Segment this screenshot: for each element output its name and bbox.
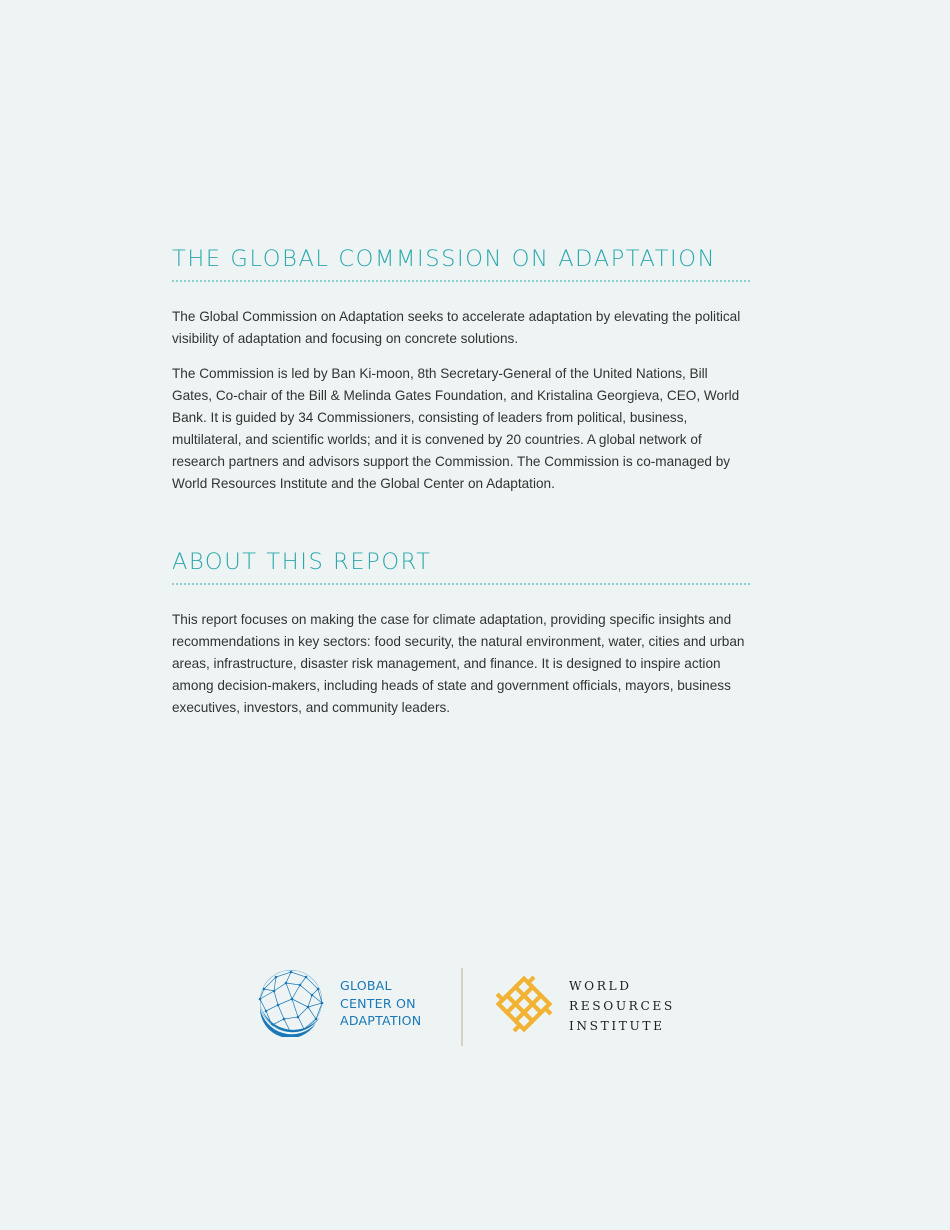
gca-logo-text — [340, 977, 421, 1030]
wri-logo-line: INSTITUTE — [569, 1019, 665, 1033]
gca-logo-line: ADAPTATION — [340, 1013, 422, 1028]
paragraph: This report focuses on making the case for climate adaptation, providing specific insights and recommendations in key sectors: food security, the natural environment, water, cities and urban areas, infrastructure, disaster risk management, and finance. It is designed to inspire action among decision-makers, including heads of state and government officials, mayors, business executives, investors, and community leaders. — [172, 612, 745, 715]
section-global-commission — [172, 246, 750, 495]
section-about-report — [172, 549, 750, 719]
paragraph: The Commission is led by Ban Ki-moon, 8th Secretary-General of the United Nations, Bill Gates, Co-chair of the Bill & Melinda Gates Foundation, and Kristalina Georgieva, CEO, World Bank. It is guided by 34 Commissioners, consisting of leaders from political, business, multilateral, and scientific worlds; and it is convened by 20 countries. A global network of research partners and advisors support the Commission. The Commission is co-managed by World Resources Institute and the Global Center on Adaptation. — [172, 366, 740, 491]
wri-logo-text — [569, 976, 675, 1036]
section-heading: THE GLOBAL COMMISSION ON ADAPTATION — [172, 246, 750, 282]
woven-knot-icon — [493, 973, 555, 1035]
wri-logo-line: RESOURCES — [569, 999, 675, 1013]
partner-logos — [0, 960, 950, 1060]
logo-divider — [461, 968, 463, 1046]
section-heading: ABOUT THIS REPORT — [172, 549, 750, 585]
globe-icon — [256, 969, 324, 1037]
wri-logo-line: WORLD — [569, 979, 632, 993]
paragraph: The Global Commission on Adaptation seeks to accelerate adaptation by elevating the political visibility of adaptation and focusing on concrete solutions. — [172, 309, 741, 346]
gca-logo-line: GLOBAL — [340, 978, 392, 993]
gca-logo-line: CENTER ON — [340, 995, 416, 1011]
